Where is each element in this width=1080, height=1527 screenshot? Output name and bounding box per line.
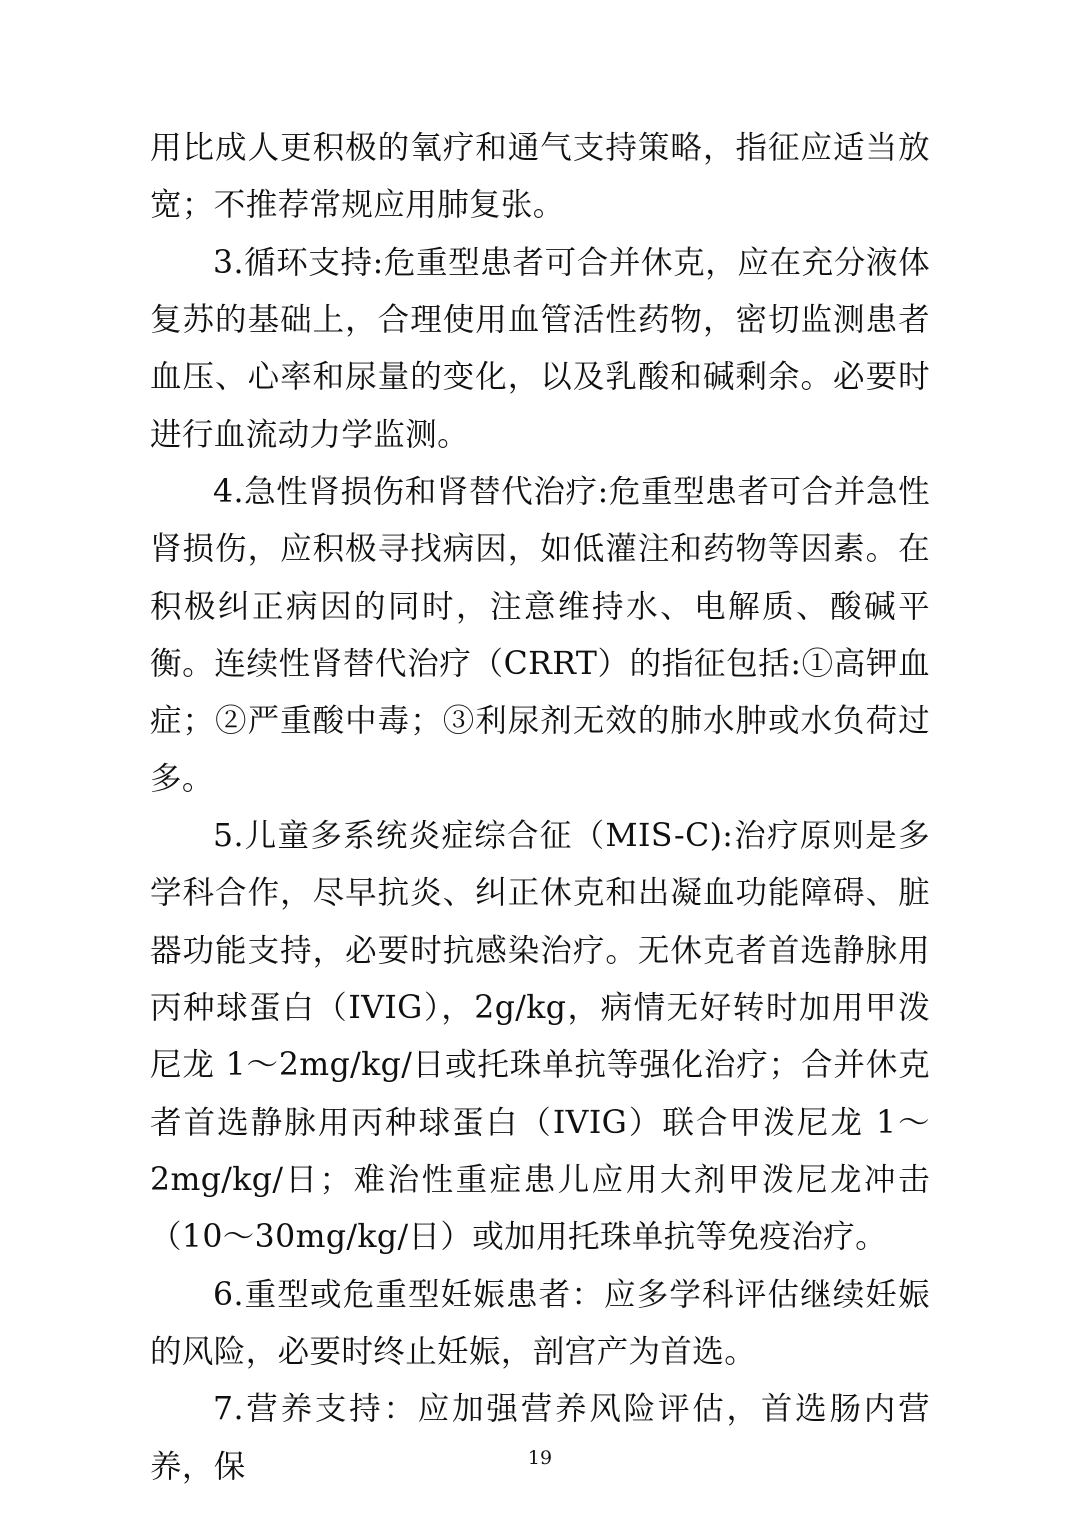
paragraph-7-nutrition-support: 7.营养支持：应加强营养风险评估，首选肠内营养，保 bbox=[150, 1391, 930, 1485]
page-body bbox=[150, 120, 930, 1496]
paragraph-continued-respiratory: 用比成人更积极的氧疗和通气支持策略，指征应适当放宽；不推荐常规应用肺复张。 bbox=[150, 130, 930, 224]
page-number: 19 bbox=[527, 1447, 553, 1469]
paragraph-5-mis-c: 5.儿童多系统炎症综合征（MIS-C):治疗原则是多学科合作，尽早抗炎、纠正休克和出凝血功能障碍、脏器功能支持，必要时抗感染治疗。无休克者首选静脉用丙种球蛋白（IVIG），2g/kg，病情无好转时加用甲泼尼龙 1～2mg/kg/日或托珠单抗等强化治疗；合并休克者首选静脉用丙种球蛋白（IVIG）联合甲泼尼龙 1～2mg/kg/日；难治性重症患儿应用大剂甲泼尼龙冲击（10～30mg/kg/日）或加用托珠单抗等免疫治疗。 bbox=[150, 817, 930, 1256]
paragraph-6-pregnant-patients: 6.重型或危重型妊娠患者：应多学科评估继续妊娠的风险，必要时终止妊娠，剖宫产为首选。 bbox=[150, 1276, 930, 1370]
paragraph-4-acute-kidney-injury: 4.急性肾损伤和肾替代治疗:危重型患者可合并急性肾损伤，应积极寻找病因，如低灌注和药物等因素。在积极纠正病因的同时，注意维持水、电解质、酸碱平衡。连续性肾替代治疗（CRRT）的指征包括:①高钾血症；②严重酸中毒；③利尿剂无效的肺水肿或水负荷过多。 bbox=[150, 473, 930, 797]
paragraph-3-circulatory-support: 3.循环支持:危重型患者可合并休克，应在充分液体复苏的基础上，合理使用血管活性药物，密切监测患者血压、心率和尿量的变化，以及乳酸和碱剩余。必要时进行血流动力学监测。 bbox=[150, 244, 930, 453]
